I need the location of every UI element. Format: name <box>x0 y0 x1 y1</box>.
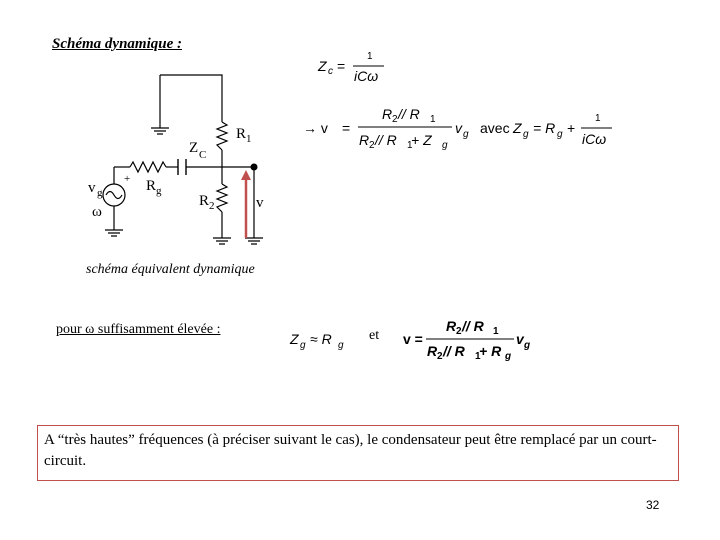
output-node <box>251 164 258 171</box>
svg-text:Z: Z <box>290 331 299 347</box>
svg-text:R: R <box>446 318 457 334</box>
v-formula <box>303 106 469 151</box>
svg-text:R: R <box>382 106 393 122</box>
svg-text:1: 1 <box>430 114 436 125</box>
svg-text:→ v: → v <box>303 120 328 136</box>
diagram-caption: schéma équivalent dynamique <box>86 262 255 277</box>
svg-text:Z: Z <box>513 120 522 136</box>
svg-text:R: R <box>359 132 370 148</box>
svg-text:avec: avec <box>480 120 510 136</box>
label-r1: R <box>236 126 247 142</box>
zc-formula <box>317 51 384 84</box>
label-omega: ω <box>92 204 102 220</box>
svg-text:1: 1 <box>595 113 601 124</box>
label-vg-sub: g <box>97 187 103 199</box>
svg-text:= R: = R <box>533 120 556 136</box>
svg-text:g: g <box>505 351 512 362</box>
svg-text:c: c <box>328 66 333 77</box>
svg-text:1: 1 <box>407 140 413 151</box>
svg-text:1: 1 <box>367 51 373 62</box>
svg-text:g: g <box>442 140 448 151</box>
label-vg: v <box>88 180 96 196</box>
svg-text:1: 1 <box>475 351 481 362</box>
label-zc-sub: C <box>199 149 207 161</box>
label-plus: + <box>124 173 131 185</box>
condition-text: pour ω suffisamment élevée : <box>56 322 221 337</box>
svg-text:v: v <box>455 120 462 136</box>
svg-text:v =: v = <box>403 331 423 347</box>
svg-text:g: g <box>338 340 344 351</box>
svg-text:≈ R: ≈ R <box>310 331 332 347</box>
voltage-arrow <box>241 170 251 238</box>
rg-resistor <box>130 162 166 172</box>
svg-text:2: 2 <box>437 351 443 362</box>
svg-text:=: = <box>342 120 351 136</box>
svg-text:R: R <box>427 343 438 359</box>
ground-symbols <box>105 128 263 244</box>
zg-formula <box>480 113 612 147</box>
capacitor-symbol <box>178 159 186 175</box>
svg-text:// R: // R <box>462 318 484 334</box>
svg-text:g: g <box>523 129 529 140</box>
v2-formula <box>403 318 530 362</box>
svg-text:Z: Z <box>318 58 327 74</box>
svg-text:g: g <box>463 129 469 140</box>
svg-text:2: 2 <box>392 114 398 125</box>
et-text: et <box>369 328 380 343</box>
r2-resistor <box>217 184 227 212</box>
page-title: Schéma dynamique : <box>52 36 182 52</box>
svg-text:// R: // R <box>375 132 397 148</box>
label-rg-sub: g <box>156 185 162 197</box>
svg-text:g: g <box>524 340 531 351</box>
label-zc: Z <box>189 140 199 156</box>
svg-text:+ R: + R <box>479 343 502 359</box>
svg-text:// R: // R <box>443 343 465 359</box>
approx-formula <box>289 331 344 351</box>
svg-text:=: = <box>337 58 346 74</box>
svg-text:1: 1 <box>493 326 499 337</box>
note-box: A “très hautes” fréquences (à préciser suivant le cas), le condensateur peut être remplacé par un court-circuit. <box>37 425 679 481</box>
svg-text:2: 2 <box>369 140 375 151</box>
label-r2: R <box>199 193 210 209</box>
svg-text:+: + <box>567 120 576 136</box>
svg-text:iCω: iCω <box>354 68 379 84</box>
svg-text:// R: // R <box>398 106 420 122</box>
svg-text:v: v <box>516 331 524 347</box>
svg-text:g: g <box>300 340 306 351</box>
circuit-wires <box>114 75 254 238</box>
label-r2-sub: 2 <box>209 200 215 212</box>
svg-text:g: g <box>557 129 563 140</box>
svg-text:2: 2 <box>456 326 462 337</box>
page-number: 32 <box>646 498 660 512</box>
r1-resistor <box>217 122 227 150</box>
voltage-source-icon <box>103 184 125 206</box>
svg-text:+ Z: + Z <box>411 132 432 148</box>
label-r1-sub: 1 <box>246 133 252 145</box>
label-v: v <box>256 195 264 211</box>
svg-text:iCω: iCω <box>582 131 607 147</box>
label-rg: R <box>146 178 157 194</box>
